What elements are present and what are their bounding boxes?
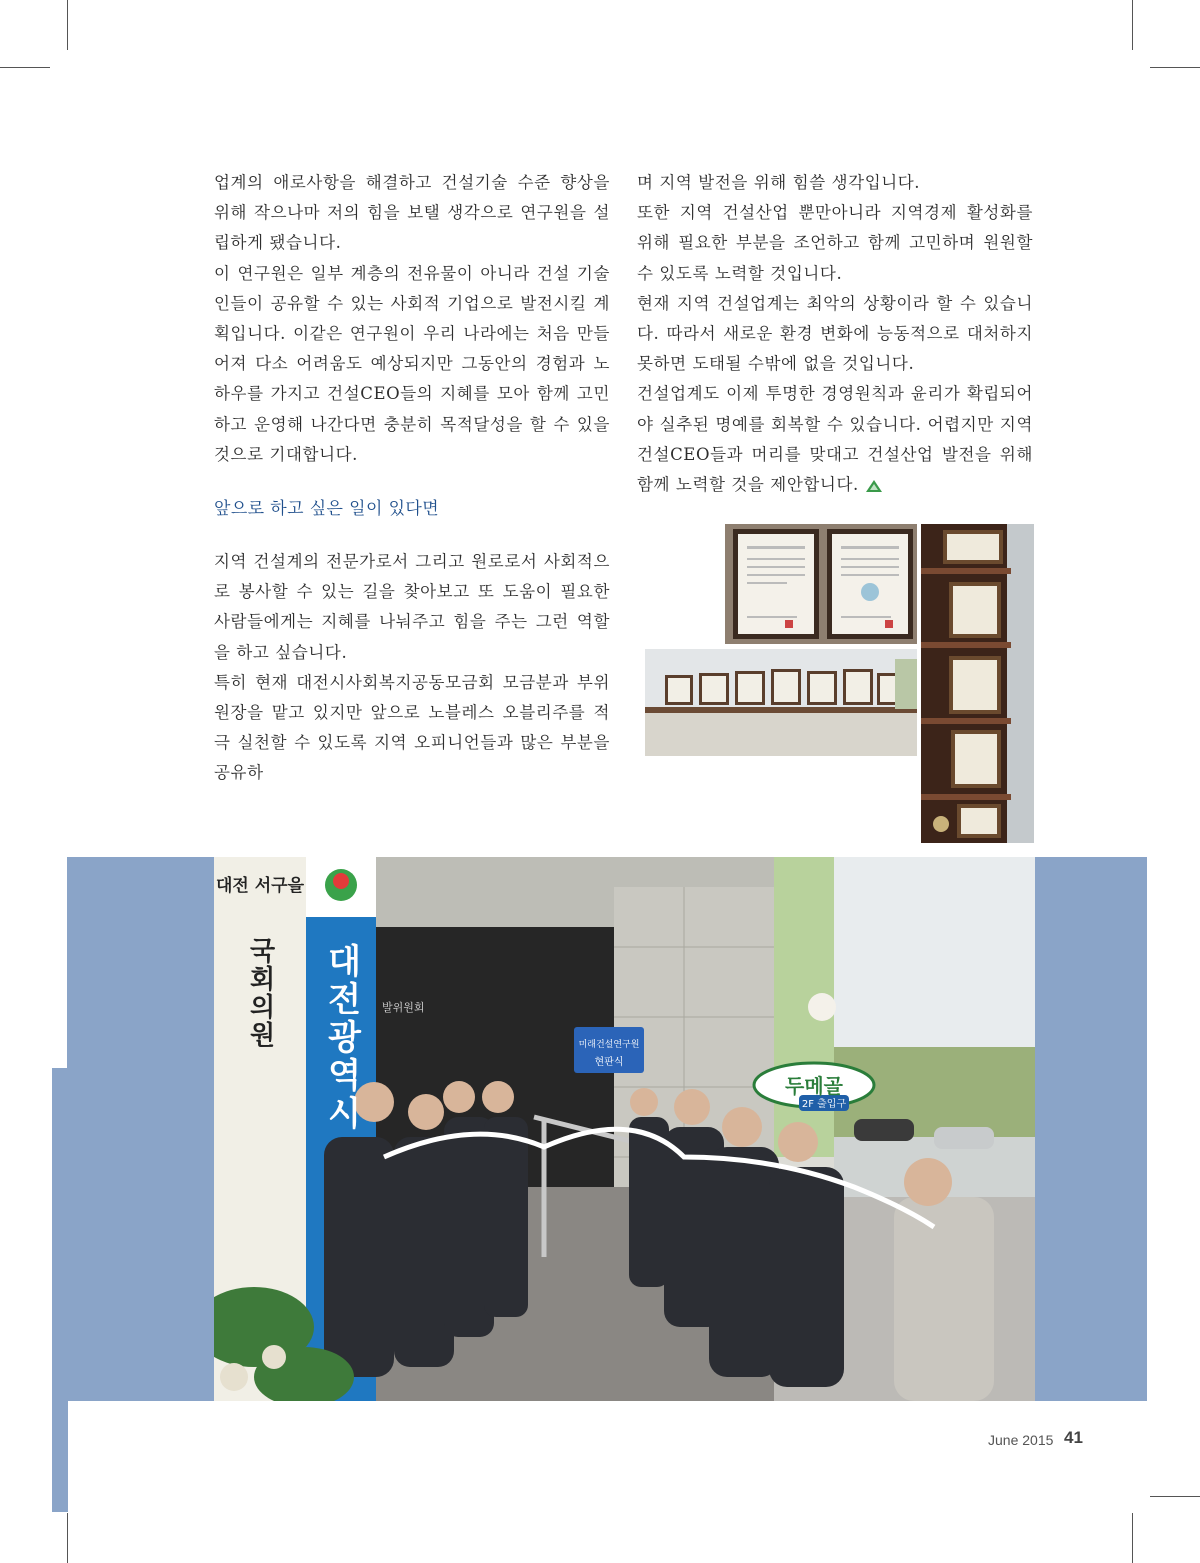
- shop-sign-text: 두메골: [785, 1074, 843, 1098]
- paragraph: 특히 현재 대전시사회복지공동모금회 모금분과 부위원장을 맡고 있지만 앞으로 노블레스 오블리주를 적극 실천할 수 있도록 지역 오피니언들과 많은 부분을 공유하: [214, 672, 610, 783]
- section-heading: 앞으로 하고 싶은 일이 있다면: [214, 499, 440, 519]
- accent-band-side: [52, 1068, 68, 1512]
- paragraph: 지역 건설계의 전문가로서 그리고 원로로서 사회적으로 봉사할 수 있는 길을 찾아보고 또 도움이 필요한 사람들에게는 지혜를 나눠주고 힘을 주는 그런 역할을 하고 싶습니다.: [214, 552, 610, 662]
- crop-mark: [67, 0, 68, 50]
- paragraph: 또한 지역 건설산업 뿐만아니라 지역경제 활성화를 위해 필요한 부분을 조언하고 함께 고민하며 원원할 수 있도록 노력할 것입니다.: [637, 203, 1033, 283]
- paragraph: 업계의 애로사항을 해결하고 건설기술 수준 향상을 위해 작으나마 저의 힘을 보탤 생각으로 연구원을 설립하게 됐습니다.: [214, 173, 610, 253]
- crop-mark: [1150, 1496, 1200, 1497]
- footer-date: June 2015: [988, 1432, 1054, 1448]
- certificates-photo: [725, 524, 917, 644]
- paragraph: [637, 379, 1033, 500]
- banner-top-text: 대전 서구을: [215, 876, 305, 896]
- left-column-bottom: [214, 547, 610, 789]
- shop-sign-sub-text: 2F 출입구: [801, 1099, 847, 1110]
- left-column-top: [214, 168, 610, 470]
- crop-mark: [0, 67, 50, 68]
- end-mark-icon: [865, 479, 883, 493]
- shelf-plaques-photo: [921, 524, 1034, 843]
- plaque-line2: 현판식: [594, 1057, 624, 1068]
- lobby-sign-text: 발위원회: [382, 1001, 425, 1014]
- paragraph: 며 지역 발전을 위해 힘쓸 생각입니다.: [637, 173, 921, 192]
- crop-mark: [1132, 1513, 1133, 1563]
- accent-band: [1035, 857, 1147, 1401]
- plaque-line1: 미래건설연구원: [578, 1040, 640, 1050]
- ribbon-cutting-photo: [214, 857, 1035, 1401]
- page-number: 41: [1064, 1428, 1083, 1447]
- paragraph: 현재 지역 건설업계는 최악의 상황이라 할 수 있습니다. 따라서 새로운 환경 변화에 능동적으로 대처하지 못하면 도태될 수밖에 없을 것입니다.: [637, 293, 1033, 374]
- crop-mark: [67, 1513, 68, 1563]
- crop-mark: [1150, 67, 1200, 68]
- certificate-wall-photo: [645, 649, 917, 756]
- paragraph: 이 연구원은 일부 계층의 전유물이 아니라 건설 기술인들이 공유할 수 있는 사회적 기업으로 발전시킬 계획입니다. 이같은 연구원이 우리 나라에는 처음 만들어져 다소 어려움도 예상되지만 그동안의 경험과 노하우를 가지고 건설CEO들의 지혜를 모아 함께 고민하고 운영해 나간다면 충분히 목적달성을 할 수 있을 것으로 기대합니다.: [214, 263, 610, 464]
- crop-mark: [1132, 0, 1133, 50]
- paragraph-text: 건설업계도 이제 투명한 경영원칙과 윤리가 확립되어야 실추된 명예를 회복할 수 있습니다. 어렵지만 지역 건설CEO들과 머리를 맞대고 건설산업 발전을 위해 함께 노력할 것을 제안합니다.: [637, 384, 1033, 495]
- banner-mid-text: 국회의원: [245, 937, 275, 1049]
- banner-blue-text: 대전광역시: [321, 943, 361, 1133]
- right-column: [637, 168, 1033, 500]
